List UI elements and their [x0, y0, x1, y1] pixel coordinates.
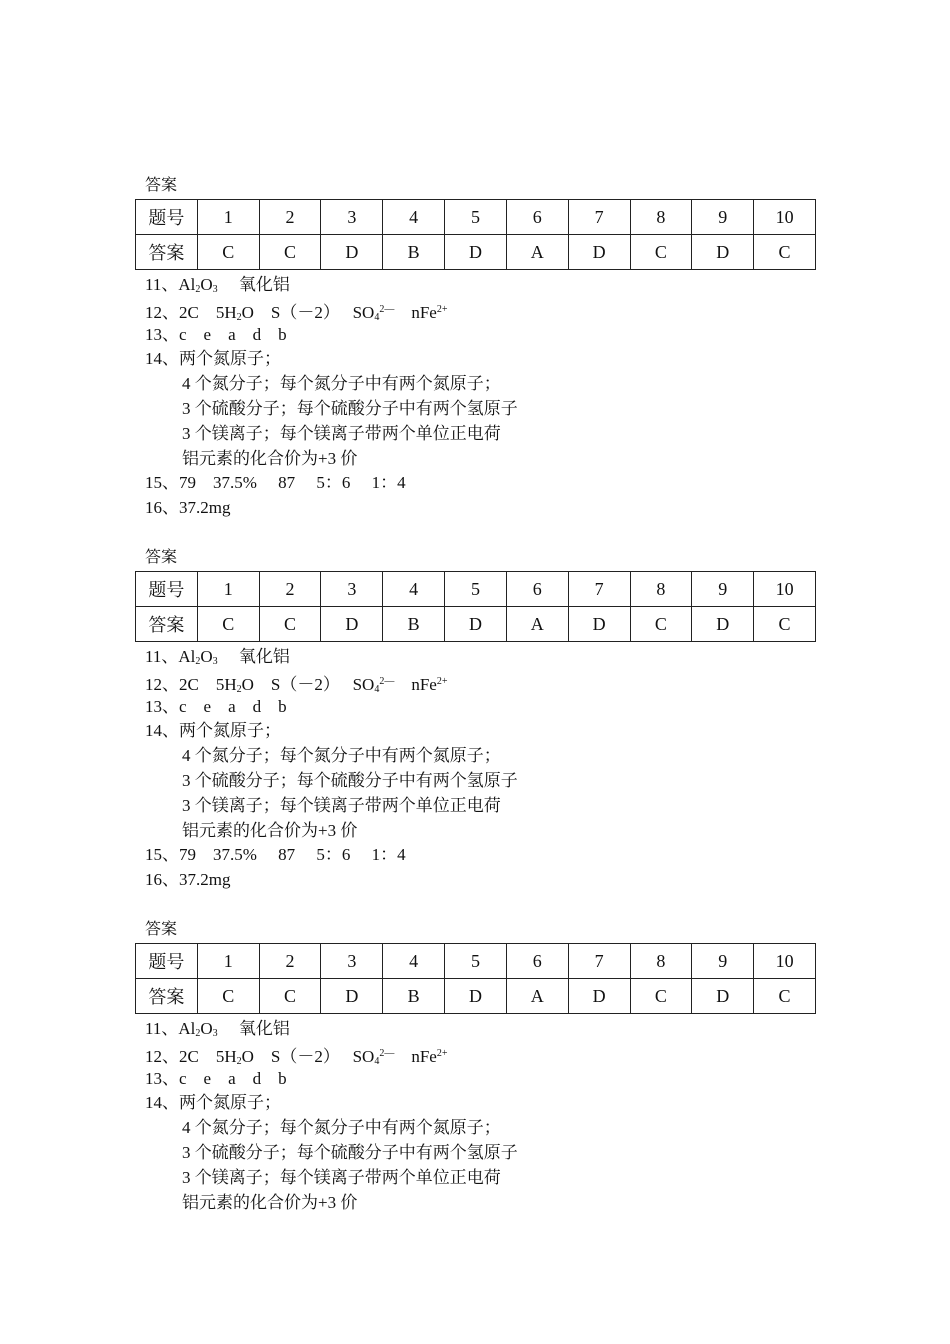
table-cell: 2 [259, 944, 321, 979]
table-cell: C [259, 979, 321, 1014]
table-cell: 4 [383, 200, 445, 235]
table-cell: D [445, 607, 507, 642]
row-label-answer: 答案 [136, 235, 198, 270]
table-cell: C [197, 607, 259, 642]
answer-lines [145, 645, 518, 893]
table-row-numbers [136, 572, 816, 607]
table-cell: C [197, 979, 259, 1014]
answer-14-line: 铝元素的化合价为+3 价 [182, 1192, 358, 1212]
answer-12: 12、2C $5H_2O$ S（－2） $SO_4^{2—}$ nFe$^{2+}$ [145, 674, 448, 695]
table-row-answers [136, 979, 816, 1014]
row-label-number: 题号 [136, 572, 198, 607]
table-cell: C [630, 607, 692, 642]
table-cell: 9 [692, 572, 754, 607]
answer-11: 11、$Al_2O_3$ 氧化铝 [145, 275, 290, 295]
table-cell: C [197, 235, 259, 270]
answer-14: 14、两个氮原子； [145, 1093, 281, 1113]
table-cell: D [568, 235, 630, 270]
table-cell: 1 [197, 200, 259, 235]
table-row-numbers [136, 200, 816, 235]
table-cell: 10 [754, 944, 816, 979]
table-cell: 1 [197, 572, 259, 607]
table-cell: B [383, 979, 445, 1014]
table-cell: 3 [321, 572, 383, 607]
table-cell: C [259, 607, 321, 642]
answer-14-line: 4 个氮分子；每个氮分子中有两个氮原子； [182, 746, 501, 766]
answer-15: 15、79 37.5% 87 5：6 1：4 [145, 473, 406, 493]
table-cell: D [321, 607, 383, 642]
answer-15: 15、79 37.5% 87 5：6 1：4 [145, 845, 406, 865]
table-cell: D [445, 235, 507, 270]
table-cell: B [383, 235, 445, 270]
table-cell: 8 [630, 944, 692, 979]
answer-table [135, 199, 816, 270]
table-cell: A [506, 235, 568, 270]
answer-13: 13、c e a d b [145, 324, 287, 344]
answer-14-line: 3 个镁离子；每个镁离子带两个单位正电荷 [182, 1167, 501, 1187]
table-cell: 8 [630, 572, 692, 607]
table-cell: 9 [692, 944, 754, 979]
block-heading: 答案 [145, 549, 178, 566]
answer-table [135, 943, 816, 1014]
block-heading: 答案 [145, 921, 178, 938]
answer-14-line: 铝元素的化合价为+3 价 [182, 448, 358, 468]
table-cell: C [754, 979, 816, 1014]
table-cell: 5 [445, 200, 507, 235]
answer-14: 14、两个氮原子； [145, 721, 281, 741]
table-cell: D [568, 979, 630, 1014]
answer-14-line: 3 个硫酸分子；每个硫酸分子中有两个氢原子 [182, 770, 518, 790]
table-cell: 4 [383, 572, 445, 607]
table-cell: C [754, 607, 816, 642]
answer-lines [145, 273, 518, 521]
table-cell: C [754, 235, 816, 270]
table-cell: 1 [197, 944, 259, 979]
table-cell: 9 [692, 200, 754, 235]
answer-16: 16、37.2mg [145, 870, 231, 890]
answer-11: 11、$Al_2O_3$ 氧化铝 [145, 1019, 290, 1039]
block-heading: 答案 [145, 177, 178, 194]
table-row-numbers [136, 944, 816, 979]
answer-12: 12、2C $5H_2O$ S（－2） $SO_4^{2—}$ nFe$^{2+}$ [145, 1046, 448, 1067]
table-cell: D [445, 979, 507, 1014]
row-label-answer: 答案 [136, 607, 198, 642]
table-cell: B [383, 607, 445, 642]
table-cell: 10 [754, 572, 816, 607]
answer-14: 14、两个氮原子； [145, 349, 281, 369]
table-cell: C [630, 235, 692, 270]
answer-table [135, 571, 816, 642]
table-cell: D [321, 235, 383, 270]
answer-14-line: 3 个镁离子；每个镁离子带两个单位正电荷 [182, 795, 501, 815]
answer-14-line: 3 个硫酸分子；每个硫酸分子中有两个氢原子 [182, 398, 518, 418]
table-cell: 7 [568, 572, 630, 607]
table-cell: D [568, 607, 630, 642]
answer-16: 16、37.2mg [145, 498, 231, 518]
table-cell: 7 [568, 200, 630, 235]
table-row-answers [136, 607, 816, 642]
table-cell: A [506, 979, 568, 1014]
table-cell: D [692, 979, 754, 1014]
answer-14-line: 3 个镁离子；每个镁离子带两个单位正电荷 [182, 423, 501, 443]
table-cell: 5 [445, 944, 507, 979]
answer-14-line: 4 个氮分子；每个氮分子中有两个氮原子； [182, 374, 501, 394]
table-cell: 3 [321, 944, 383, 979]
table-cell: 10 [754, 200, 816, 235]
answer-12: 12、2C $5H_2O$ S（－2） $SO_4^{2—}$ nFe$^{2+}$ [145, 302, 448, 323]
table-cell: 4 [383, 944, 445, 979]
row-label-answer: 答案 [136, 979, 198, 1014]
table-cell: C [259, 235, 321, 270]
table-cell: 2 [259, 200, 321, 235]
table-cell: 7 [568, 944, 630, 979]
answer-14-line: 4 个氮分子；每个氮分子中有两个氮原子； [182, 1118, 501, 1138]
table-cell: D [321, 979, 383, 1014]
table-cell: D [692, 235, 754, 270]
table-cell: 5 [445, 572, 507, 607]
table-cell: 3 [321, 200, 383, 235]
row-label-number: 题号 [136, 200, 198, 235]
table-cell: A [506, 607, 568, 642]
table-cell: C [630, 979, 692, 1014]
answer-14-line: 铝元素的化合价为+3 价 [182, 820, 358, 840]
table-cell: 8 [630, 200, 692, 235]
answer-11: 11、$Al_2O_3$ 氧化铝 [145, 647, 290, 667]
table-cell: 6 [506, 944, 568, 979]
answer-lines [145, 1017, 518, 1215]
row-label-number: 题号 [136, 944, 198, 979]
table-row-answers [136, 235, 816, 270]
answer-13: 13、c e a d b [145, 1068, 287, 1088]
answer-13: 13、c e a d b [145, 696, 287, 716]
table-cell: 6 [506, 200, 568, 235]
table-cell: D [692, 607, 754, 642]
table-cell: 6 [506, 572, 568, 607]
table-cell: 2 [259, 572, 321, 607]
answer-14-line: 3 个硫酸分子；每个硫酸分子中有两个氢原子 [182, 1142, 518, 1162]
